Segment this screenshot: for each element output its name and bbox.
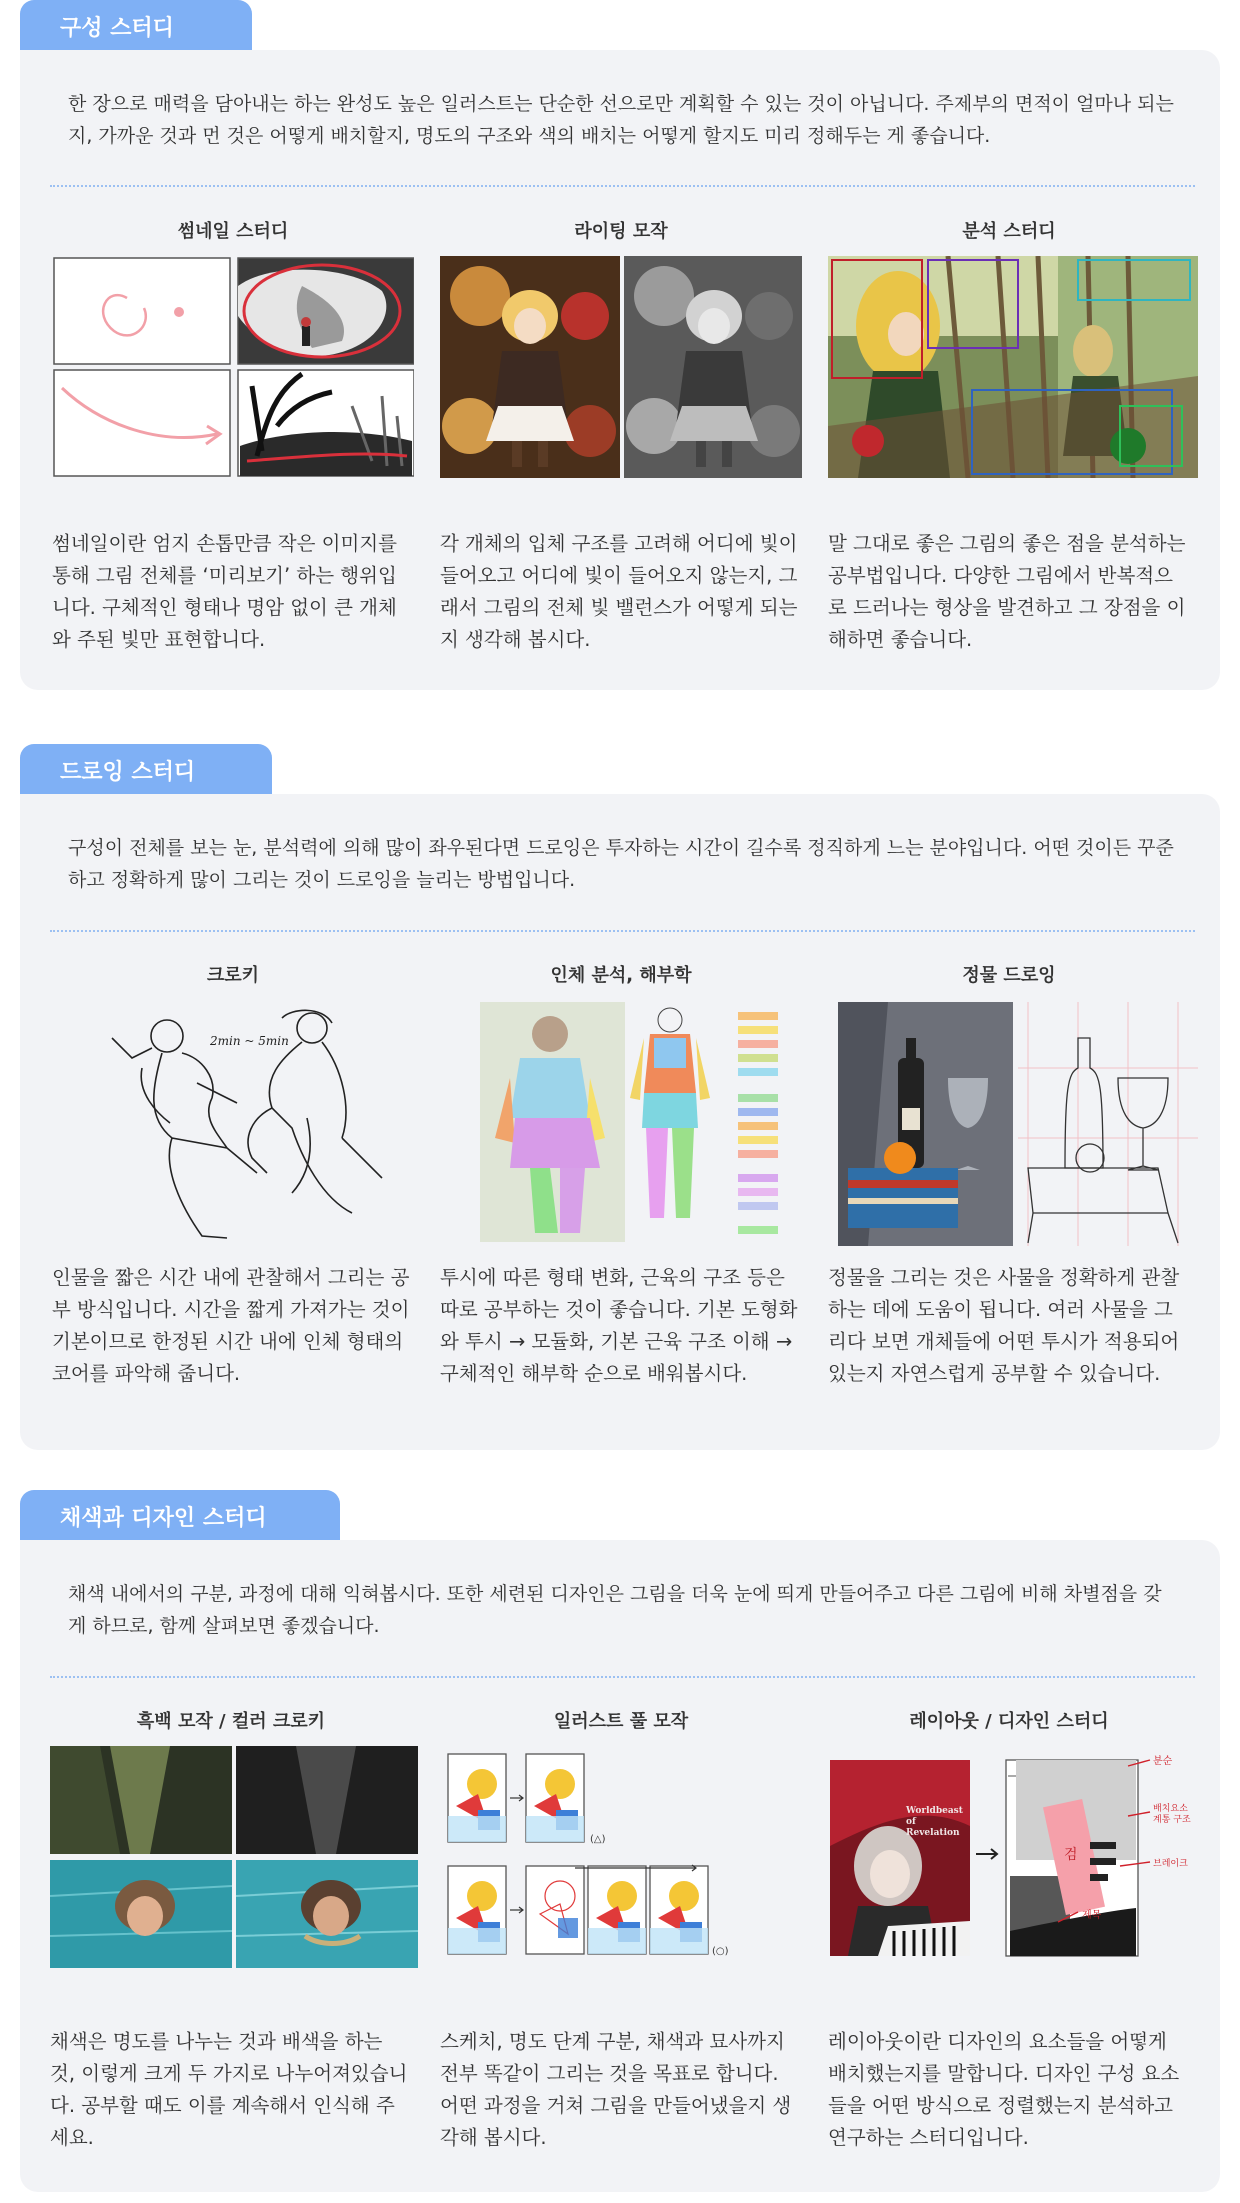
- study-card-title: 정물 드로잉: [962, 965, 1056, 986]
- section-coloring-design: [20, 1490, 1220, 2193]
- layout-label: 제목: [1082, 1910, 1102, 1921]
- layout-label: 분순: [1153, 1756, 1173, 1767]
- stage-circle-mark: (○): [712, 1946, 729, 1957]
- layout-cover-title: Worldbeast of Revelation: [906, 1806, 963, 1838]
- section-tab: [20, 744, 272, 796]
- section-composition: [20, 0, 1220, 690]
- lighting-study-image: [440, 256, 802, 478]
- study-card-description: 스케치, 명도 단계 구분, 채색과 묘사까지 전부 똑같이 그리는 것을 목표로 합니다. 어떤 과정을 거쳐 그림을 만들어냈을지 생각해 봅시다.: [440, 2030, 792, 2149]
- section-tab-label: 드로잉 스터디: [60, 759, 196, 785]
- section-intro: 구성이 전체를 보는 눈, 분석력에 의해 많이 좌우된다면 드로잉은 투자하는 시간이 길수록 정직하게 느는 분야입니다. 어떤 것이든 꾸준하고 정확하게 많이 그리는 것이 드로잉을 늘리는 방법입니다.: [68, 837, 1174, 891]
- study-card-title: 크로키: [206, 965, 260, 986]
- study-card-description: 인물을 짧은 시간 내에 관찰해서 그리는 공부 방식입니다. 시간을 짧게 가져가는 것이 기본이므로 한정된 시간 내에 인체 형태의 코어를 파악해 줍니다.: [52, 1266, 410, 1385]
- study-card-layout: [828, 1708, 1191, 2149]
- dotted-divider: [50, 1676, 1195, 1678]
- section-drawing: [20, 744, 1220, 1452]
- study-card-description: 썸네일이란 엄지 손톱만큼 작은 이미지를 통해 그림 전체를 ‘미리보기’ 하는 행위입니다. 구체적인 형태나 명암 없이 큰 개체와 주된 빛만 표현합니다.: [52, 532, 398, 651]
- layout-study-image: [828, 1746, 1190, 1976]
- value-color-study-image: [50, 1746, 418, 1968]
- study-card-title: 흑백 모작 / 컬러 크로키: [136, 1711, 326, 1732]
- section-panel: [20, 1540, 1220, 2192]
- study-card-title: 일러스트 풀 모작: [553, 1711, 689, 1732]
- study-card-analysis: [828, 218, 1190, 651]
- section-intro: 한 장으로 매력을 담아내는 하는 완성도 높은 일러스트는 단순한 선으로만 계획할 수 있는 것이 아닙니다. 주제부의 면적이 얼마나 되는지, 가까운 것과 먼 것은 어떻게 배치할지, 명도의 구조와 색의 배치는 어떻게 할지도 미리 정해두는 게 좋습니다.: [68, 93, 1174, 147]
- section-tab: [20, 1490, 340, 1542]
- section-tab-label: 채색과 디자인 스터디: [60, 1505, 267, 1531]
- study-card-title: 라이팅 모작: [574, 221, 668, 242]
- study-card-full-copy: [440, 1708, 802, 2149]
- study-card-thumbnail: [52, 218, 414, 651]
- still-life-image: [828, 998, 1190, 1248]
- study-card-value-color: [50, 1708, 412, 2149]
- section-intro: 채색 내에서의 구분, 과정에 대해 익혀봅시다. 또한 세련된 디자인은 그림을 더욱 눈에 띄게 만들어주고 다른 그림에 비해 차별점을 갖게 하므로, 함께 살펴보면 좋겠습니다.: [68, 1583, 1162, 1637]
- study-card-title: 썸네일 스터디: [177, 221, 289, 242]
- study-card-still-life: [828, 962, 1190, 1385]
- stage-triangle-mark: (△): [590, 1834, 606, 1845]
- section-panel: [20, 50, 1220, 690]
- study-card-description: 말 그대로 좋은 그림의 좋은 점을 분석하는 공부법입니다. 다양한 그림에서 반복적으로 드러나는 형상을 발견하고 그 장점을 이해하면 좋습니다.: [828, 532, 1186, 651]
- section-tab-label: 구성 스터디: [60, 15, 174, 41]
- thumbnail-study-image: [52, 256, 414, 478]
- croquis-image: [52, 998, 414, 1248]
- study-card-description: 채색은 명도를 나누는 것과 배색을 하는 것, 이렇게 크게 두 가지로 나누어져있습니다. 공부할 때도 이를 계속해서 인식해 주세요.: [50, 2030, 408, 2149]
- croquis-time-note: 2min ~ 5min: [210, 1034, 289, 1048]
- anatomy-image: [440, 998, 802, 1248]
- section-tab: [20, 0, 252, 52]
- study-card-description: 정물을 그리는 것은 사물을 정확하게 관찰하는 데에 도움이 됩니다. 여러 사물을 그리다 보면 개체들에 어떤 투시가 적용되어 있는지 자연스럽게 공부할 수 있습니다.: [828, 1266, 1180, 1385]
- study-card-croquis: [52, 962, 414, 1385]
- analysis-study-image: [828, 256, 1190, 478]
- study-card-anatomy: [440, 962, 802, 1385]
- study-card-title: 레이아웃 / 디자인 스터디: [909, 1711, 1109, 1732]
- layout-label: 배치요소 계통 구조: [1153, 1804, 1191, 1825]
- section-panel: [20, 794, 1220, 1450]
- full-copy-process-image: [440, 1746, 802, 1976]
- study-card-lighting: [440, 218, 802, 651]
- study-card-title: 인체 분석, 해부학: [550, 965, 692, 986]
- study-card-description: 투시에 따른 형태 변화, 근육의 구조 등은 따로 공부하는 것이 좋습니다. 기본 도형화와 투시 → 모듈화, 기본 근육 구조 이해 → 구체적인 해부학 순으로 배워봅시다.: [440, 1266, 798, 1385]
- dotted-divider: [50, 185, 1195, 187]
- study-card-description: 레이아웃이란 디자인의 요소들을 어떻게 배치했는지를 말합니다. 디자인 구성 요소들을 어떤 방식으로 정렬했는지 분석하고 연구하는 스터디입니다.: [828, 2030, 1180, 2149]
- study-card-description: 각 개체의 입체 구조를 고려해 어디에 빛이 들어오고 어디에 빛이 들어오지 않는지, 그래서 그림의 전체 빛 밸런스가 어떻게 되는지 생각해 봅시다.: [440, 532, 798, 651]
- layout-label: 브레이크: [1153, 1859, 1188, 1869]
- study-card-title: 분석 스터디: [962, 221, 1056, 242]
- dotted-divider: [50, 930, 1195, 932]
- layout-main-mark: 검: [1064, 1847, 1078, 1863]
